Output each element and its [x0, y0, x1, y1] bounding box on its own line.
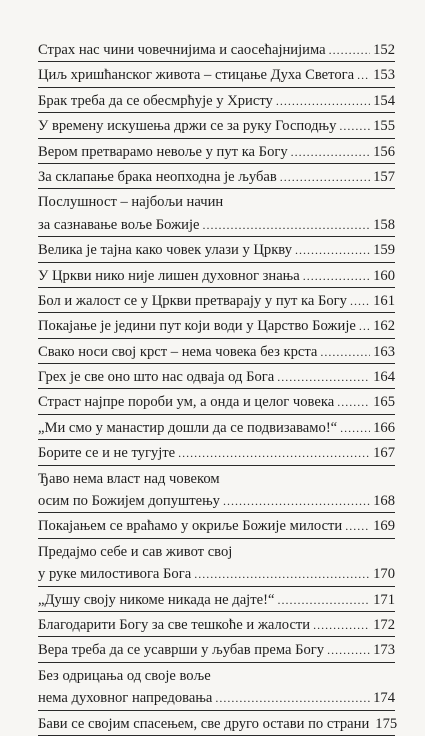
- toc-entry-line: [38, 141, 395, 163]
- dot-leader: [223, 490, 370, 512]
- dot-leader: [291, 141, 370, 163]
- page-number: 167: [373, 445, 395, 462]
- toc-entry-title: осим по Божијем допуштењу: [38, 493, 220, 510]
- toc-entry: [38, 587, 395, 612]
- toc-entry-line: [38, 563, 395, 585]
- toc-entry-line: [38, 442, 395, 464]
- dot-leader: [337, 391, 370, 413]
- page-number: 163: [373, 343, 395, 360]
- toc-entry-title: Брак треба да се обесмрћује у Христу: [38, 92, 273, 109]
- page-number: 175: [375, 715, 398, 732]
- toc-entry-line: [38, 515, 395, 537]
- toc-entry-title: У Цркви нико није лишен духовног знања: [38, 267, 300, 284]
- toc-entry-line: [38, 90, 395, 112]
- dot-leader: [350, 290, 370, 312]
- page-number: 165: [373, 394, 395, 411]
- page-number: 161: [373, 292, 395, 309]
- dot-leader: [340, 417, 370, 439]
- dot-leader: [359, 315, 370, 337]
- toc-entry: [38, 62, 395, 87]
- toc-entry-line: [38, 341, 395, 363]
- toc-entry-line: [38, 639, 395, 661]
- toc-entry-line: [38, 614, 395, 636]
- toc-entry-title: „Душу своју никоме никада не дајте!“: [38, 591, 275, 608]
- page-number: 156: [373, 143, 395, 160]
- page-number: 174: [373, 690, 395, 707]
- page-number: 166: [373, 419, 395, 436]
- toc-entry: [38, 263, 395, 288]
- dot-leader: [320, 341, 370, 363]
- dot-leader: [329, 39, 371, 61]
- toc-entry: [38, 164, 395, 189]
- dot-leader: [313, 614, 370, 636]
- toc-entry-title: нема духовног напредовања: [38, 690, 213, 707]
- toc-entry-line: [38, 290, 395, 312]
- page-number: 153: [373, 67, 395, 84]
- page-number: 169: [373, 518, 395, 535]
- toc-entry: [38, 415, 395, 440]
- toc-entry-line: [38, 541, 395, 563]
- toc-entry: [38, 711, 398, 736]
- toc-entry-line: [38, 417, 395, 439]
- dot-leader: [280, 166, 370, 188]
- toc-entry: [38, 139, 395, 164]
- page-number: 154: [373, 92, 395, 109]
- page-number: 172: [373, 616, 395, 633]
- toc-entry-line: [38, 468, 395, 490]
- page-number: 158: [373, 216, 395, 233]
- dot-leader: [357, 64, 370, 86]
- toc-entry-title: Свако носи свој крст – нема човека без крста: [38, 343, 318, 360]
- toc-entry: [38, 513, 395, 538]
- toc-entry-title: Борите се и не тугујте: [38, 445, 176, 462]
- page-number: 168: [373, 493, 395, 510]
- toc-entry: [38, 364, 395, 389]
- dot-leader: [276, 90, 370, 112]
- dot-leader: [178, 442, 370, 464]
- toc-entry-line: [38, 713, 398, 735]
- toc-entry-title: У времену искушења држи се за руку Господњу: [38, 118, 337, 135]
- dot-leader: [203, 214, 371, 236]
- toc-entry: [38, 440, 395, 465]
- toc-entry: [38, 37, 395, 62]
- table-of-contents: [38, 37, 398, 736]
- dot-leader: [345, 515, 370, 537]
- toc-entry: [38, 466, 395, 514]
- page-number: 152: [373, 42, 395, 58]
- toc-entry-line: [38, 687, 395, 709]
- toc-entry-title: Без одрицања од своје воље: [38, 667, 211, 684]
- toc-entry-line: [38, 391, 395, 413]
- toc-entry-title: Предајмо себе и сав живот свој: [38, 543, 233, 560]
- toc-entry: [38, 637, 395, 662]
- toc-entry: [38, 113, 395, 138]
- page-number: 171: [373, 591, 395, 608]
- toc-entry-line: [38, 589, 395, 611]
- toc-entry: [38, 288, 395, 313]
- toc-entry-title: Страст најпре пороби ум, а онда и целог човека: [38, 394, 335, 411]
- toc-entry-line: [38, 265, 395, 287]
- toc-entry-title: Покајање је једини пут који води у Царство Божије: [38, 318, 356, 335]
- dot-leader: [277, 589, 370, 611]
- toc-entry-line: [38, 490, 395, 512]
- toc-entry: [38, 663, 395, 711]
- toc-entry: [38, 339, 395, 364]
- toc-entry-line: [38, 665, 395, 687]
- page-number: 160: [373, 267, 395, 284]
- toc-entry-title: Велика је тајна како човек улази у Цркву: [38, 242, 293, 259]
- page-number: 157: [373, 168, 395, 185]
- toc-entry-title: Послушност – најбољи начин: [38, 194, 224, 211]
- dot-leader: [194, 563, 370, 585]
- toc-entry-title: Грех је све оно што нас одваја од Бога: [38, 369, 275, 386]
- page-number: 155: [373, 118, 395, 135]
- toc-entry-title: Страх нас чини човечнијима и саосећајнијима: [38, 42, 326, 58]
- toc-entry-title: Циљ хришћанског живота – стицање Духа Светога: [38, 67, 355, 84]
- toc-entry-line: [38, 115, 395, 137]
- page-number: 159: [373, 242, 395, 259]
- toc-entry: [38, 389, 395, 414]
- toc-entry: [38, 88, 395, 113]
- dot-leader: [339, 115, 370, 137]
- toc-entry-title: Ђаво нема власт над човеком: [38, 470, 220, 487]
- toc-entry-title: Благодарити Богу за све тешкоће и жалости: [38, 616, 311, 633]
- toc-entry-line: [38, 166, 395, 188]
- toc-entry-title: у руке милостивога Бога: [38, 566, 192, 583]
- dot-leader: [295, 239, 370, 261]
- toc-entry-line: [38, 239, 395, 261]
- toc-entry-title: Вером претварамо невоље у пут ка Богу: [38, 143, 288, 160]
- toc-entry-title: Вера треба да се усаврши у љубав према Богу: [38, 642, 325, 659]
- toc-entry-title: Бави се својим спасењем, све друго остави по страни: [38, 715, 370, 732]
- toc-entry: [38, 237, 395, 262]
- toc-entry-line: [38, 39, 395, 61]
- toc-entry-title: Покајањем се враћамо у окриље Божије милости: [38, 518, 343, 535]
- dot-leader: [277, 366, 370, 388]
- page-number: 162: [373, 318, 395, 335]
- dot-leader: [327, 639, 370, 661]
- toc-entry-title: Бол и жалост се у Цркви претварају у пут ка Богу: [38, 292, 347, 309]
- toc-entry-line: [38, 191, 395, 213]
- toc-entry-line: [38, 315, 395, 337]
- page-number: 170: [373, 566, 395, 583]
- toc-entry-line: [38, 214, 395, 236]
- toc-entry-line: [38, 366, 395, 388]
- dot-leader: [303, 265, 370, 287]
- dot-leader: [215, 687, 370, 709]
- toc-entry-title: за сазнавање воље Божије: [38, 216, 200, 233]
- toc-entry-title: За склапање брака неопходна је љубав: [38, 168, 277, 185]
- toc-entry: [38, 189, 395, 237]
- toc-entry: [38, 313, 395, 338]
- toc-entry-line: [38, 64, 395, 86]
- page-number: 164: [373, 369, 395, 386]
- toc-entry-title: „Ми смо у манастир дошли да се подвизавамо!“: [38, 419, 338, 436]
- toc-entry: [38, 539, 395, 587]
- page-number: 173: [373, 642, 395, 659]
